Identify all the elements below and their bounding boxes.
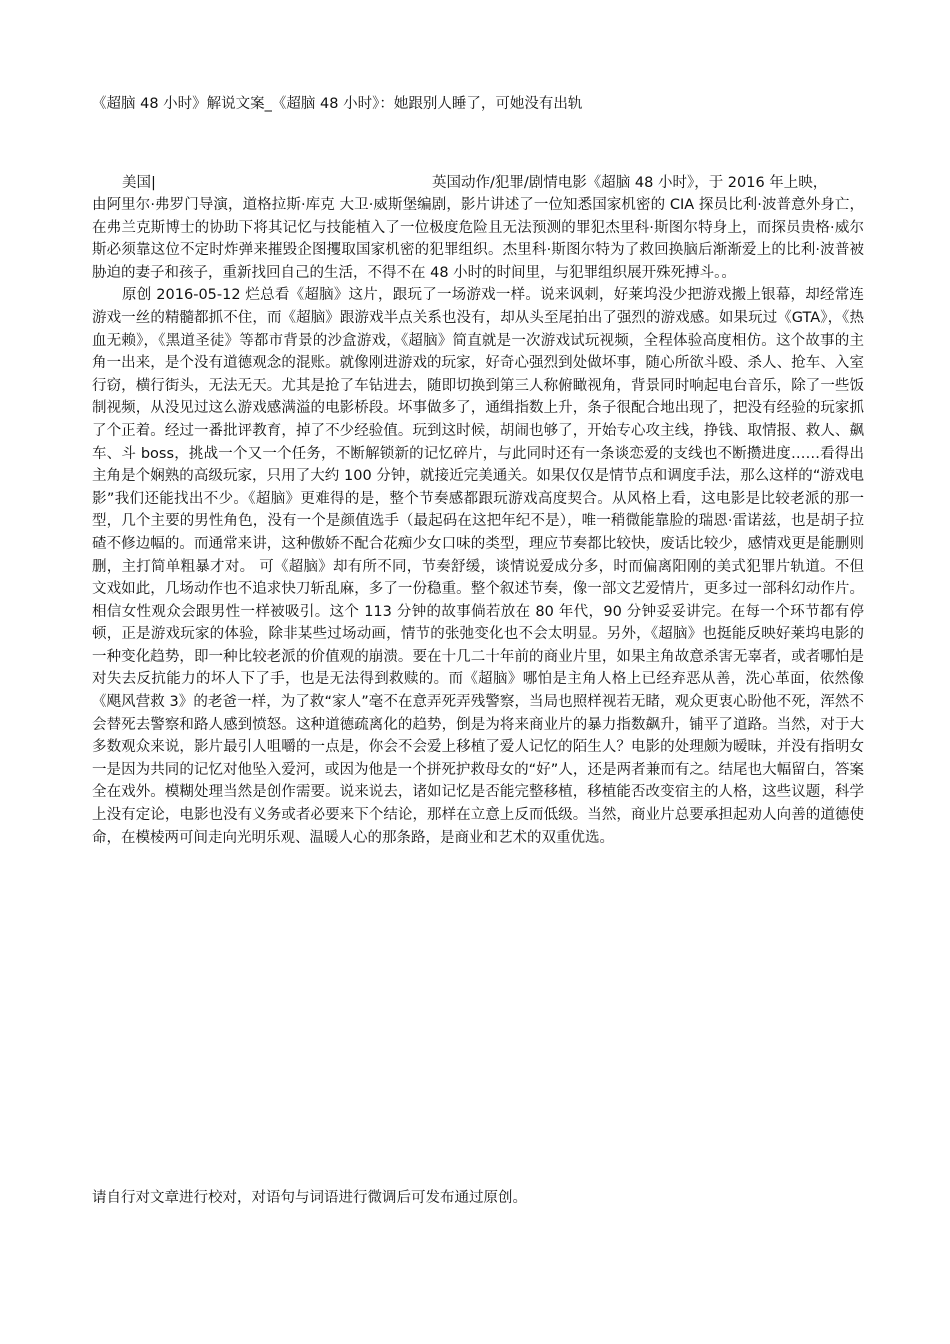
document-title: 《超脑 48 小时》解说文案_《超脑 48 小时》：她跟别人睡了，可她没有出轨 — [92, 96, 583, 112]
intro-genre-release: 英国动作/犯罪/剧情电影《超脑 48 小时》，于 2016 年上映， — [432, 175, 828, 191]
review-paragraph: 原创 2016-05-12 烂总看《超脑》这片，跟玩了一场游戏一样。说来讽刺，好莱坞没少把游戏搬上银幕，却经常连游戏一丝的精髓都抓不住，而《超脑》跟游戏半点关系也没有，却从头至尾拍出了强烈的游戏感。如果玩过《GTA》，《热血无赖》，《黑道圣徒》等都市背景的沙盒游戏，《超脑》简直就是一次游戏试玩视频，全程体验高度相仿。这个故事的主角一出来，是个没有道德观念的混账。就像刚进游戏的玩家，好奇心强烈到处做坏事，随心所欲斗殴、杀人、抢车、入室行窃，横行街头，无法无天。尤其是抢了车钻进去，随即切换到第三人称俯瞰视角，背景同时响起电台音乐，除了一些饭制视频，从没见过这么游戏感满溢的电影桥段。坏事做多了，通缉指数上升，条子很配合地出现了，把没有经验的玩家抓了个正着。经过一番批评教育，掉了不少经验值。玩到这时候，胡闹也够了，开始专心攻主线，挣钱、取情报、救人、飙车、斗 boss，挑战一个又一个任务，不断解锁新的记忆碎片，与此同时还有一条谈恋爱的支线也不断攒进度……看得出主角是个娴熟的高级玩家，只用了大约 100 分钟，就接近完美通关。如果仅仅是情节点和调度手法，那么这样的“游戏电影”我们还能找出不少。《超脑》更难得的是，整个节奏感都跟玩游戏高度契合。从风格上看，这电影是比较老派的那一型，几个主要的男性角色，没有一个是颜值选手（最起码在这把年纪不是），唯一稍微能靠脸的瑞恩·雷诺兹，也是胡子拉碴不修边幅的。而通常来讲，这种傲娇不配合花痴少女口味的类型，理应节奏都比较快，废话比较少，感情戏更是能删则删，主打简单粗暴才对。 可《超脑》却有所不同，节奏舒缓，谈情说爱成分多，时而偏离阳刚的美式犯罪片轨道。不但文戏如此，几场动作也不追求快刀斩乱麻，多了一份稳重。整个叙述节奏，像一部文艺爱情片，更多过一部科幻动作片。相信女性观众会跟男性一样被吸引。这个 113 分钟的故事倘若放在 80 年代，90 分钟妥妥讲完。在每一个环节都有停顿，正是游戏玩家的体验，除非某些过场动画，情节的张弛变化也不会太明显。另外，《超脑》也挺能反映好莱坞电影的一种变化趋势，即一种比较老派的价值观的崩溃。要在十几二十年前的商业片里，如果主角故意杀害无辜者，或者哪怕是对失去反抗能力的坏人下了手，也是无法得到救赎的。而《超脑》哪怕是主角人格上已经弃恶从善，洗心革面，依然像《飓风营救 3》的老爸一样，为了救“家人”毫不在意弄死弄残警察，当局也照样视若无睹，观众更衷心盼他不死，浑然不会替死去警察和路人感到愤怒。这种道德疏离化的趋势，倒是为将来商业片的暴力指数飙升，铺平了道路。当然，对于大多数观众来说，影片最引人咀嚼的一点是，你会不会爱上移植了爱人记忆的陌生人？电影的处理颇为暧昧，并没有指明女一是因为共同的记忆对他坠入爱河，或因为他是一个拼死护救母女的“好”人，还是两者兼而有之。结尾也大幅留白，答案全在戏外。模糊处理当然是创作需要。说来说去，诸如记忆是否能完整移植，移植能否改变宿主的人格，这些议题，科学上没有定论，电影也没有义务或者必要来下个结论，那样在立意上反而低级。当然，商业片总要承担起劝人向善的道德使命，在模棱两可间走向光明乐观、温暖人心的那条路，是商业和艺术的双重优选。 — [92, 287, 864, 846]
intro-country: 美国| — [122, 175, 156, 191]
proofread-note: 请自行对文章进行校对，对语句与词语进行微调后可发布通过原创。 — [92, 1190, 527, 1206]
article-body — [92, 194, 864, 849]
intro-paragraph: 由阿里尔·弗罗门导演，道格拉斯·库克 大卫·威斯堡编剧，影片讲述了一位知悉国家机密的 CIA 探员比利·波普意外身亡，在弗兰克斯博士的协助下将其记忆与技能植入了一位极度危险且无法预测的罪犯杰里科·斯图尔特身上，而探员贵格·威尔斯必须靠这位不定时炸弹来摧毁企图攫取国家机密的犯罪组织。杰里科·斯图尔特为了救回换脑后渐渐爱上的比利·波普被胁迫的妻子和孩子，重新找回自己的生活，不得不在 48 小时的时间里，与犯罪组织展开殊死搏斗。。 — [92, 197, 864, 281]
intro-first-line — [92, 172, 864, 194]
